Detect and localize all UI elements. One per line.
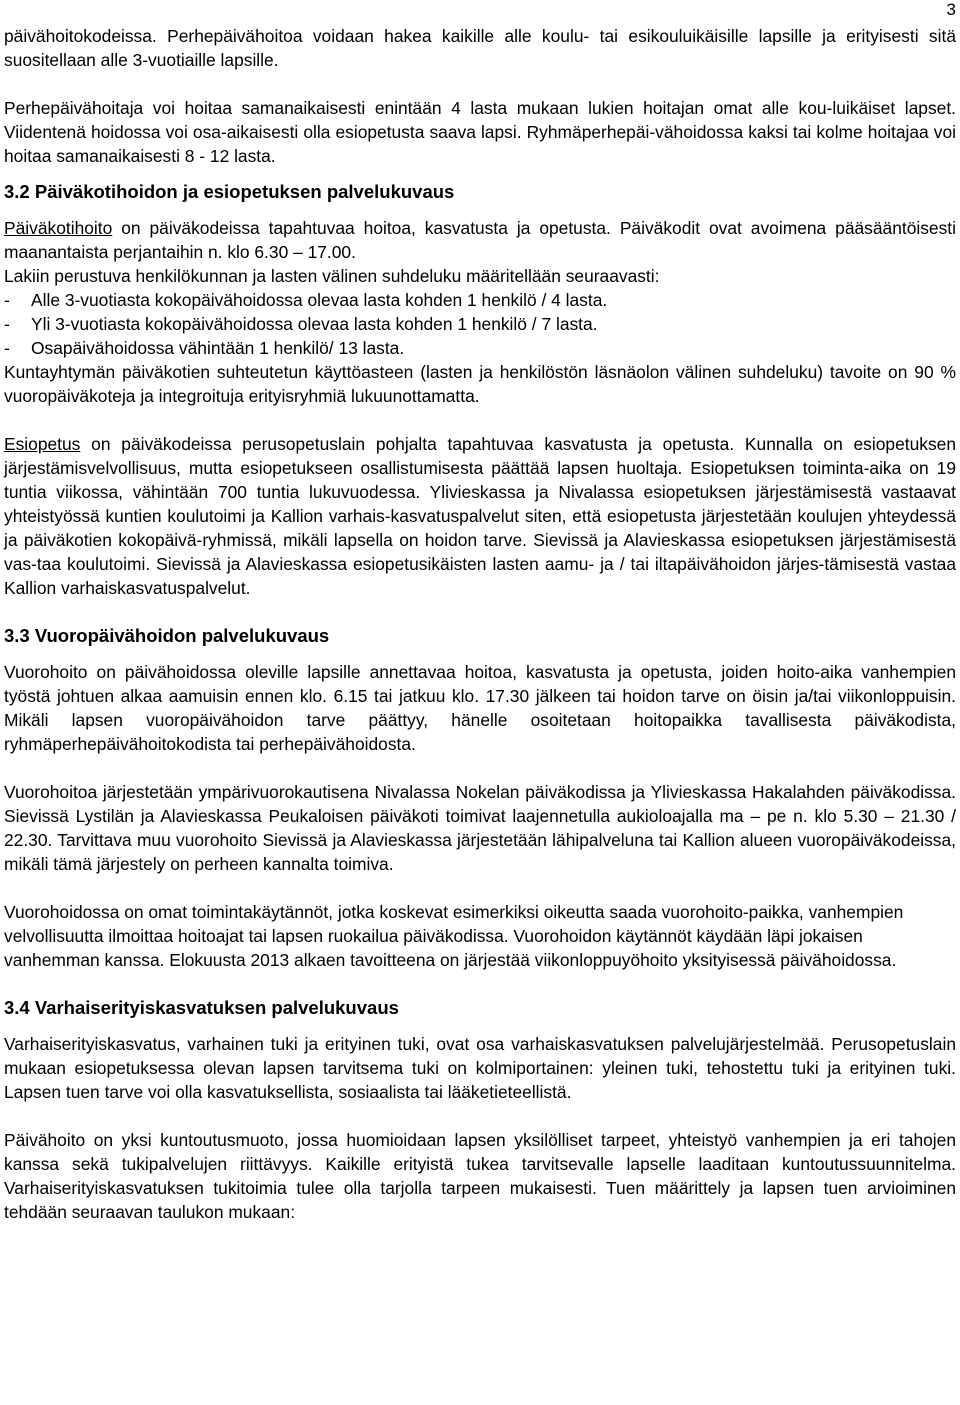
paragraph-paivakotihoito (4, 216, 956, 264)
paragraph-esiopetus (4, 432, 956, 600)
esiopetus-text: on päiväkodeissa perusopetuslain pohjalta tapahtuvaa kasvatusta ja opetusta. Kunnalla on esiopetuksen järjestämisvelvollisuus, mutta esiopetukseen osallistumisesta päättää lapsen huoltaja. Esiopetuksen toiminta-aika on 19 tuntia viikossa, vähintään 700 tuntia lukuvuodessa. Ylivieskassa ja Nivalassa esiopetuksen järjestämisestä vastaavat yhteistyössä kuntien koulutoimi ja Kallion varhais-kasvatuspalvelut siten, että esiopetusta järjestetään koulujen yhteydessä ja päiväkotien kokopäivä-ryhmissä, mikäli lapsella on hoidon tarve. Sievissä ja Alavieskassa esiopetuksen järjestämisestä vas-taa koulutoimi. Sievissä ja Alavieskassa esiopetusikäisten lasten aamu- ja / tai iltapäivähoidon järjes-tämisestä vastaa Kallion varhaiskasvatuspalvelut. (4, 434, 956, 598)
paragraph-ratio-intro: Lakiin perustuva henkilökunnan ja lasten välinen suhdeluku määritellään seuraavasti: (4, 266, 660, 286)
paragraph-vuorohoito-definition: Vuorohoito on päivähoidossa oleville lapsille annettavaa hoitoa, kasvatusta ja opetusta, joiden hoito-aika vanhempien työstä johtuen alkaa aamuisin ennen klo. 6.15 tai jatkuu klo. 17.30 jälkeen tai hoidon tarve on öisin ja/tai viikonloppuisin. Mikäli lapsen vuoropäivähoidon tarve päättyy, hänelle osoitetaan hoitopaikka tavallisesta päiväkodista, ryhmäperhepäivähoitokodista tai perhepäivähoidosta. (4, 662, 956, 754)
paivakotihoito-text: on päiväkodeissa tapahtuvaa hoitoa, kasvatusta ja opetusta. Päiväkodit ovat avoimena pääsääntöisesti maanantaista perjantaihin n. klo 6.30 – 17.00. (4, 218, 956, 262)
document-body (4, 24, 956, 1224)
paragraph-varhaiserityiskasvatus: Varhaiserityiskasvatus, varhainen tuki ja erityinen tuki, ovat osa varhaiskasvatuksen palvelujärjestelmää. Perusopetuslain mukaan esiopetuksessa olevan lapsen tarvitsema tuki on kolmiportainen: yleinen tuki, tehostettu tuki ja erityinen tuki. Lapsen tuen tarve voi olla kasvatuksellista, sosiaalista tai lääketieteellistä. (4, 1034, 956, 1102)
paragraph-kuntoutusmuoto: Päivähoito on yksi kuntoutusmuoto, jossa huomioidaan lapsen yksilölliset tarpeet, yhteistyö vanhempien ja eri tahojen kanssa sekä tukipalvelujen riittävyys. Kaikille erityistä tukea tarvitsevalle lapselle laaditaan kuntoutussuunnitelma. Varhaiserityiskasvatuksen tukitoimia tulee olla tarjolla tarpeen mukaisesti. Tuen määrittely ja lapsen tuen arvioiminen tehdään seuraavan taulukon mukaan: (4, 1130, 956, 1222)
paragraph-perhepaivahoito-intro: päivähoitokodeissa. Perhepäivähoitoa voidaan hakea kaikille alle koulu- tai esikouluikäisille lapsille ja erityisesti sitä suositellaan alle 3-vuotiaille lapsille. (4, 26, 956, 70)
term-esiopetus: Esiopetus (4, 434, 81, 454)
section-heading-3-4: 3.4 Varhaiserityiskasvatuksen palvelukuvaus (4, 997, 399, 1018)
section-heading-3-2: 3.2 Päiväkotihoidon ja esiopetuksen palvelukuvaus (4, 181, 455, 202)
ratio-item: - Alle 3-vuotiasta kokopäivähoidossa olevaa lasta kohden 1 henkilö / 4 lasta. (4, 288, 956, 312)
paragraph-perhepaivahoitaja: Perhepäivähoitaja voi hoitaa samanaikaisesti enintään 4 lasta mukaan lukien hoitajan omat alle kou-luikäiset lapset. Viidentenä hoidossa voi osa-aikaisesti olla esiopetusta saava lapsi. Ryhmäperhepäi-vähoidossa kaksi tai kolme hoitajaa voi hoitaa samanaikaisesti 8 - 12 lasta. (4, 98, 956, 166)
paragraph-kuntayhtyma: Kuntayhtymän päiväkotien suhteutetun käyttöasteen (lasten ja henkilöstön läsnäolon välinen suhdeluku) tavoite on 90 % vuoropäiväkoteja ja integroituja erityisryhmiä lukuunottamatta. (4, 362, 956, 406)
page-number: 3 (946, 0, 956, 19)
ratio-item: - Yli 3-vuotiasta kokopäivähoidossa olevaa lasta kohden 1 henkilö / 7 lasta. (4, 312, 956, 336)
section-heading-3-3: 3.3 Vuoropäivähoidon palvelukuvaus (4, 625, 330, 646)
ratio-item: - Osapäivähoidossa vähintään 1 henkilö/ 13 lasta. (4, 336, 956, 360)
ratio-list (4, 288, 956, 360)
paragraph-vuorohoito-locations: Vuorohoitoa järjestetään ympärivuorokautisena Nivalassa Nokelan päiväkodissa ja Ylivieskassa Hakalahden päiväkodissa. Sievissä Lystilän ja Alavieskassa Peukaloisen päiväkoti toimivat laajennetulla aukioloajalla ma – pe n. klo 5.30 – 21.30 / 22.30. Tarvittava muu vuorohoito Sievissä ja Alavieskassa järjestetään lähipalveluna tai Kallion alueen vuoropäiväkodeissa, mikäli tämä järjestely on perheen kannalta toimiva. (4, 782, 956, 874)
paragraph-vuorohoito-practices: Vuorohoidossa on omat toimintakäytännöt, jotka koskevat esimerkiksi oikeutta saada vuorohoito-paikka, vanhempien velvollisuutta ilmoittaa hoitoajat tai lapsen ruokailua päiväkodissa. Vuorohoidon käytännöt käydään läpi jokaisen vanhemman kanssa. Elokuusta 2013 alkaen tavoitteena on järjestää viikonloppuyöhoito yksityisessä päivähoidossa. (4, 902, 904, 970)
term-paivakotihoito: Päiväkotihoito (4, 218, 113, 238)
